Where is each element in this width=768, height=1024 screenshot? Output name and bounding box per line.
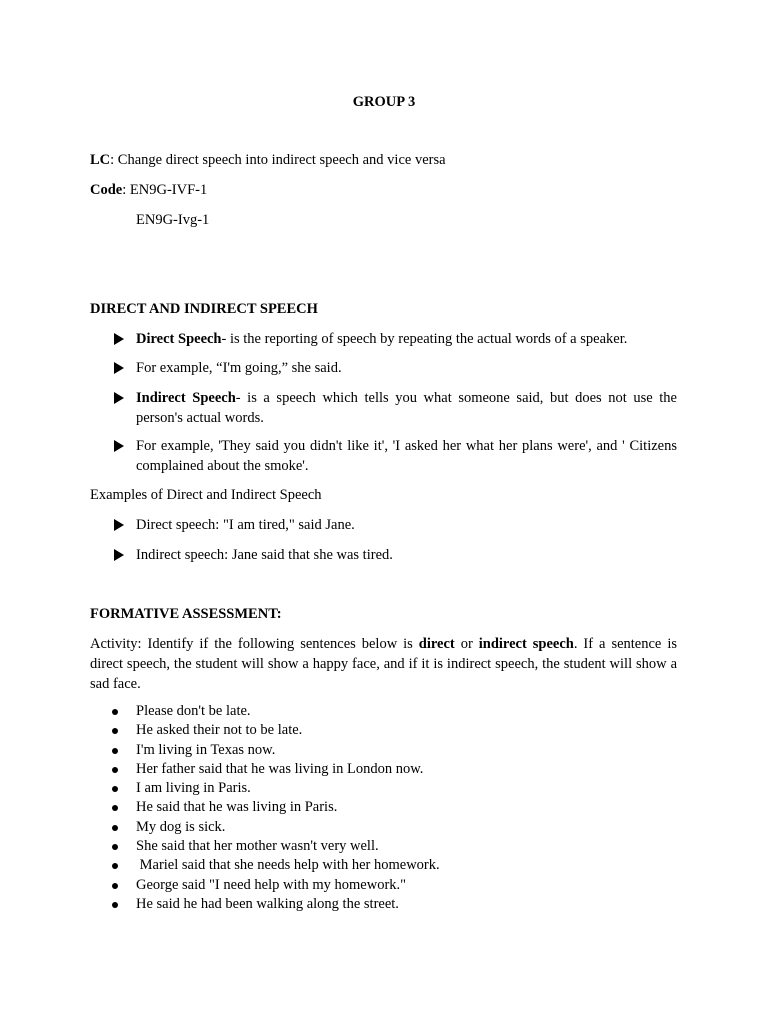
bullet-dot-icon — [112, 709, 118, 715]
bullet-dot-icon — [112, 805, 118, 811]
bullet-dot-icon — [112, 786, 118, 792]
triangle-bullet-icon — [114, 549, 124, 561]
triangle-bullet-icon — [114, 333, 124, 345]
triangle-bullet-icon — [114, 392, 124, 404]
code-second: EN9G-Ivg-1 — [136, 212, 210, 228]
bullet-dot-icon — [112, 883, 118, 889]
triangle-bullet-icon — [114, 519, 124, 531]
code-text: : EN9G-IVF-1 — [122, 182, 208, 198]
example-item: Direct speech: "I am tired," said Jane. — [136, 517, 355, 533]
bullet-dot-icon — [112, 767, 118, 773]
section-heading-assessment: FORMATIVE ASSESSMENT: — [90, 606, 282, 622]
bullet-dot-icon — [112, 902, 118, 908]
learning-competency — [90, 152, 446, 169]
bullet-item: For example, 'They said you didn't like it', 'I asked her what her plans were', and ' Citizens complained about the smoke'. — [136, 438, 677, 474]
lc-text: : Change direct speech into indirect speech and vice versa — [110, 152, 446, 168]
bullet-item: Direct Speech- is the reporting of speech by repeating the actual words of a speaker. — [136, 331, 628, 347]
lc-label: LC — [90, 152, 111, 168]
example-item: Indirect speech: Jane said that she was tired. — [136, 547, 393, 563]
triangle-bullet-icon — [114, 440, 124, 452]
bullet-item: Indirect Speech- is a speech which tells you what someone said, but does not use the person's actual words. — [136, 390, 677, 426]
bullet-item: For example, “I'm going,” she said. — [136, 360, 342, 376]
section-heading-speech: DIRECT AND INDIRECT SPEECH — [90, 301, 318, 317]
bullet-dot-icon — [112, 863, 118, 869]
bullet-dot-icon — [112, 728, 118, 734]
document-page: GROUP 3 LC: Change direct speech into indirect speech and vice versa Code: EN9G-IVF-1 EN9G-Ivg-1 DIRECT AND INDIRECT SPEECH Direct Speech- is the reporting of speech by repeating the actual words of a speaker. For example, “I'm going,” she said. Indirect Speech- is a speech which tells you what someone said, but does not use the person's actual words. For example, 'They said you didn't like it', 'I asked her what her plans were', and ' Citizens complained about the smoke'. Examples of Direct and Indirect Speech Direct speech: "I am tired," said Jane. Indirect speech: Jane said that she was tired. FORMATIVE ASSESSMENT: Activity: Identify if the following sentences below is direct or indirect speech. If a sentence is direct speech, the student will show a happy face, and if it is indirect speech, the student will show a sad face. Please don't be late. He asked their not to be late. I'm living in Texas now. Her father said that he was living in London now. I am living in Paris. He said that he was living in Paris. My dog is sick. She said that her mother wasn't very well. Mariel said that she needs help with her homework. George said "I need help with my homework." He said he had been walking along the street. — [0, 0, 768, 1024]
bullet-dot-icon — [112, 844, 118, 850]
examples-heading: Examples of Direct and Indirect Speech — [90, 487, 322, 503]
document-title: GROUP 3 — [352, 94, 416, 110]
code-label: Code — [90, 182, 123, 198]
code-line — [90, 182, 207, 199]
triangle-bullet-icon — [114, 362, 124, 374]
bullet-dot-icon — [112, 825, 118, 831]
activity-paragraph: Activity: Identify if the following sentences below is direct or indirect speech. If a sentence is direct speech, the student will show a happy face, and if it is indirect speech, the student will show a sad face. — [90, 636, 677, 692]
bullet-dot-icon — [112, 748, 118, 754]
